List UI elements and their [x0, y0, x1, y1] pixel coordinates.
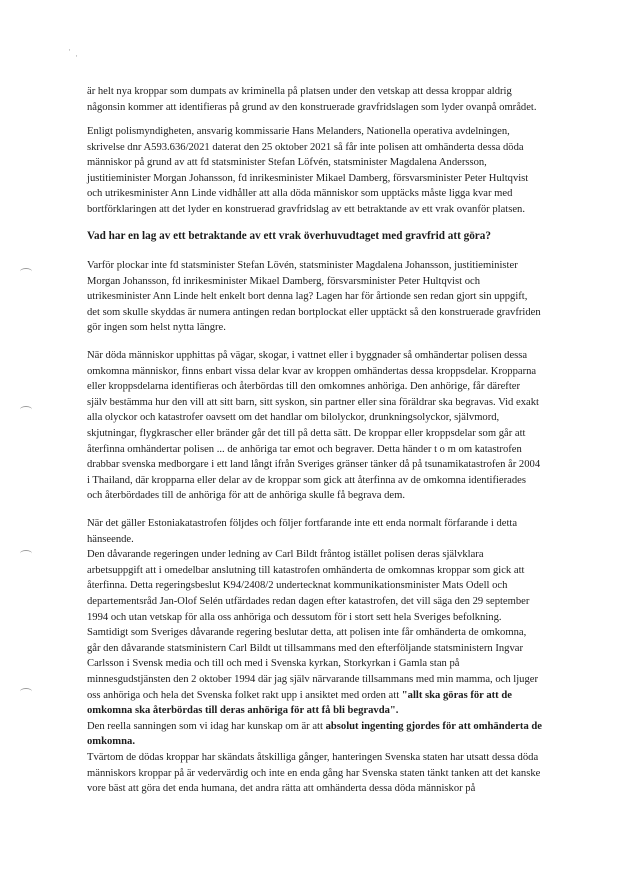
paragraph-question — [87, 258, 542, 336]
paragraph-text: Enligt polismyndigheten, ansvarig kommissarie Hans Melanders, Nationella operativa avdelningen, skrivelse dnr A593.636/2021 daterat den 25 oktober 2021 så får inte polisen att omhänderta dessa döda människor på grund av att fd statsminister Stefan Löfvén, statsminister Magdalena Andersson, justitieminister Morgan Johansson, fd inrikesminister Mikael Damberg, försvarsminister Peter Hultqvist och utrikesminister Ann Linde vidhåller att alla döda människor som upptäcks måste ligga kvar med bortförklaringen att det lyder en konstruerad gravfridslag av ett betraktande av ett vrak ovanför platsen. — [87, 126, 529, 215]
paragraph-text — [87, 719, 542, 750]
paragraph-estonia — [87, 516, 542, 797]
quote-bold: "allt ska göras för att de omkomna ska återbördas till deras anhöriga för att få bli begravda". — [87, 689, 512, 717]
paragraph-police — [87, 124, 542, 218]
paragraph-intro — [87, 84, 542, 115]
paragraph-text: När döda människor upphittas på vägar, skogar, i vattnet eller i byggnader så omhändertar polisen dessa omkomna människor, finns enbart vissa delar kvar av kroppen omhändertas dessa kroppsdelar. Kropparna eller kroppsdelarna identifieras och återbördas till den omkomnes anhöriga. Den anhörige, får därefter själv bestämma hur den vill att sitt barn, sitt syskon, sin partner eller sina föräldrar ska begravas. Vid exakt alla olyckor och katastrofer oavsett om det handlar om bilolyckor, drunkningsolyckor, självmord, skjutningar, flygkrascher eller bränder går det till på detta sätt. De kroppar eller kroppsdelar som går att återfinna omhändertar polisen ... de anhöriga tar emot och begraver. Detta händer t o m om katastrofen drabbar svenska medborgare i ett land långt ifrån Sveriges gränser tänker då på tsunamikatastrofen år 2004 i Thailand, där kropparna eller delar av de kroppar som gick att återfinna av de omkomna identifierades och återbördades till de anhöriga för att de anhöriga skulle få begrava dem. — [87, 350, 541, 502]
paragraph-text: Varför plockar inte fd statsminister Stefan Lövén, statsminister Magdalena Johansson, justitieminister Morgan Johansson, fd inrikesminister Mikael Damberg, försvarsminister Peter Hultqvist och utrikesminister Ann Linde helt enkelt bort denna lag? Lagen har för årtionde sen redan gjort sin uppgift, det som skulle skyddas är numera antingen redan bortplockat eller upptäckt så den konstruerade gravfriden gör ingen som helst nytta längre. — [87, 260, 541, 334]
truth-bold: absolut ingenting gjordes för att omhänderta de omkomna. — [87, 720, 542, 748]
scan-speck: · — [68, 45, 71, 55]
paragraph-text: Tvärtom de dödas kroppar har skändats åtskilliga gånger, hanteringen Svenska staten har utsatt dessa döda människors kroppar på är vedervärdig och inte en enda gång har Svenska staten tänkt tanken att det kanske vore bäst att göra det enda humana, det andra rätta att omhänderta dessa döda människor på — [87, 751, 541, 795]
government-text: Den dåvarande regeringen under ledning av Carl Bildt fråntog istället polisen deras självklara arbetsuppgift att i omedelbar anslutning till katastrofen omhänderta de omkomnas kroppar som gick att återfinna. Detta regeringsbeslut K94/2408/2 undertecknat kommunikationsminister Mats Odell och departementsråd Jan-Olof Selén utfärdades redan dagen efter katastrofen, det vill säga den 29 september 1994 och utan vetskap för alla oss anhöriga och dessutom för i stort sett hela Sveriges befolkning. Samtidigt som Sveriges dåvarande regering beslutar detta, att polisen inte får omhänderta de omkomna, går den dåvarande statsministern Carl Bildt ut tillsammans med den efterföljande statsministern Ingvar Carlsson i Svensk media och till och med i Svenska kyrkan, Storkyrkan i Gamla stan på minnesgudstjänsten den 2 oktober 1994 där jag själv närvarande tillsammans med min mamma, och ljuger oss anhöriga och hela det Svenska folket rakt upp i ansiktet med orden att — [87, 549, 539, 701]
paragraph-text: När det gäller Estoniakatastrofen följdes och följer fortfarande inte ett enda normalt förfarande i detta hänseende. — [87, 518, 518, 545]
punch-hole-mark — [20, 688, 32, 695]
punch-hole-mark — [20, 550, 32, 557]
paragraph-procedure — [87, 348, 542, 504]
section-heading: Vad har en lag av ett betraktande av ett vrak överhuvudtaget med gravfrid att göra? — [87, 230, 491, 242]
scan-speck: · — [75, 51, 78, 61]
punch-hole-mark — [20, 268, 32, 275]
paragraph-text: är helt nya kroppar som dumpats av kriminella på platsen under den vetskap att dessa kroppar aldrig någonsin kommer att identifieras på grund av den konstruerade gravfridslagen som lyder ovanpå området. — [87, 86, 537, 113]
truth-text: Den reella sanningen som vi idag har kunskap om är att — [87, 720, 326, 732]
punch-hole-mark — [20, 406, 32, 413]
section-heading-wrap — [87, 229, 542, 245]
paragraph-text — [87, 547, 542, 719]
